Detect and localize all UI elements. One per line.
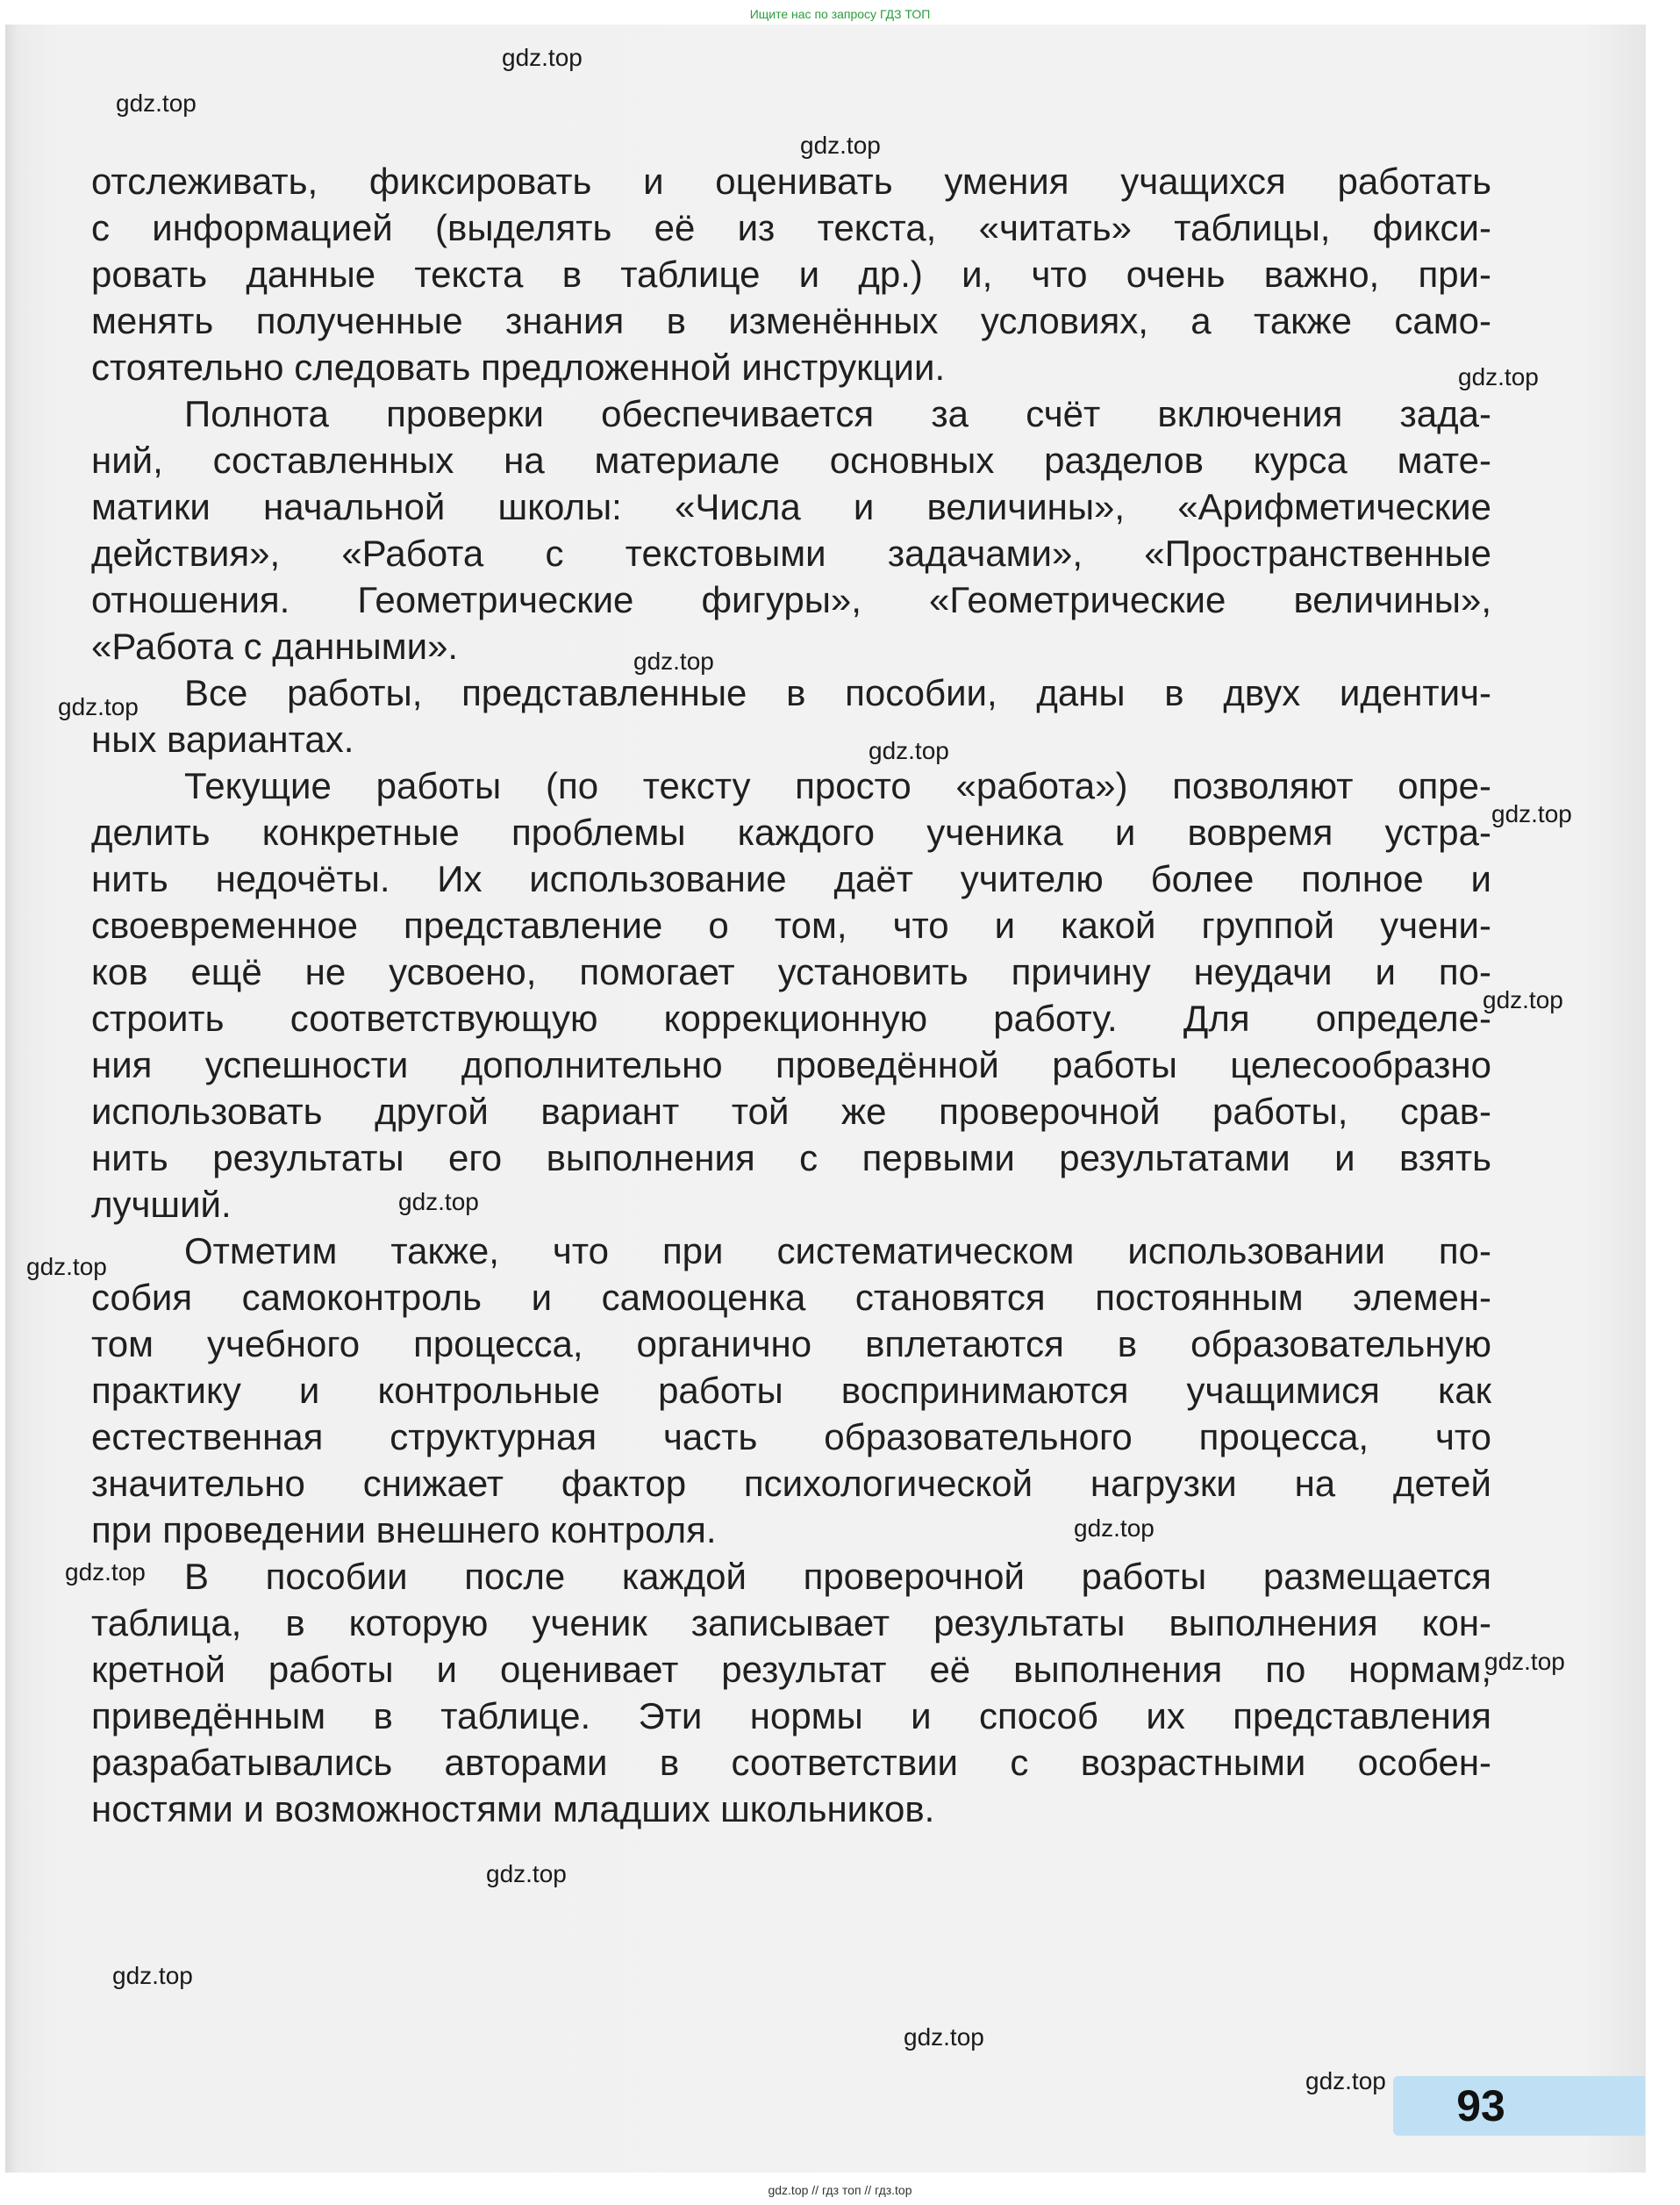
text-line: менять полученные знания в изменённых условиях, а также само-: [91, 300, 1491, 341]
text-line: «Работа с данными».: [91, 626, 459, 667]
text-line: разрабатывались авторами в соответствии с возрастными особен-: [91, 1742, 1491, 1783]
text-line: значительно снижает фактор психологической нагрузки на детей: [91, 1463, 1491, 1504]
watermark-text: gdz.top: [800, 132, 881, 159]
watermark-text: gdz.top: [904, 2023, 984, 2051]
text-line: делить конкретные проблемы каждого ученика и вовремя устра-: [91, 812, 1491, 853]
text-line: естественная структурная часть образовательного процесса, что: [91, 1416, 1491, 1457]
paragraph: [91, 1553, 1491, 1832]
text-line: таблица, в которую ученик записывает результаты выполнения кон-: [91, 1602, 1491, 1643]
paragraph: [91, 158, 1491, 390]
text-line: нить недочёты. Их использование даёт учителю более полное и: [91, 858, 1491, 899]
text-line: приведённым в таблице. Эти нормы и способ их представления: [91, 1695, 1491, 1736]
text-line: ровать данные текста в таблице и др.) и, что очень важно, при-: [91, 254, 1491, 295]
bottom-banner[interactable]: gdz.top // гдз топ // гдз.top: [768, 2183, 912, 2197]
watermark-text: gdz.top: [502, 44, 583, 71]
paragraph: [91, 669, 1491, 762]
text-line: использовать другой вариант той же проверочной работы, срав-: [91, 1091, 1491, 1132]
text-line: действия», «Работа с текстовыми задачами», «Пространственные: [91, 533, 1491, 574]
watermark-text: gdz.top: [116, 89, 197, 117]
top-banner[interactable]: Ищите нас по запросу ГДЗ ТОП: [749, 7, 931, 21]
watermark-text: gdz.top: [58, 693, 139, 720]
text-line: Текущие работы (по тексту просто «работа») позволяют опре-: [184, 765, 1491, 806]
watermark-text: gdz.top: [869, 737, 949, 764]
text-line: ных вариантах.: [91, 719, 354, 760]
text-line: ний, составленных на материале основных разделов курса мате-: [91, 440, 1491, 481]
watermark-text: gdz.top: [26, 1253, 107, 1280]
watermark-text: gdz.top: [633, 648, 714, 675]
text-line: Отметим также, что при систематическом использовании по-: [184, 1230, 1491, 1271]
text-line: собия самоконтроль и самооценка становятся постоянным элемен-: [91, 1277, 1491, 1318]
text-line: с информацией (выделять её из текста, «читать» таблицы, фикси-: [91, 207, 1491, 248]
watermark-text: gdz.top: [1484, 1648, 1565, 1675]
paragraph: [91, 390, 1491, 669]
text-line: Все работы, представленные в пособии, даны в двух идентич-: [184, 672, 1491, 713]
text-line: нить результаты его выполнения с первыми результатами и взять: [91, 1137, 1491, 1178]
watermark-text: gdz.top: [1491, 800, 1572, 827]
text-line: Полнота проверки обеспечивается за счёт включения зада-: [184, 393, 1491, 434]
text-line: отслеживать, фиксировать и оценивать умения учащихся работать: [91, 161, 1491, 202]
text-line: ностями и возможностями младших школьников.: [91, 1788, 935, 1829]
watermark-text: gdz.top: [1074, 1514, 1155, 1542]
text-line: отношения. Геометрические фигуры», «Геометрические величины»,: [91, 579, 1491, 620]
text-line: В пособии после каждой проверочной работы размещается: [184, 1556, 1491, 1597]
watermark-text: gdz.top: [65, 1558, 146, 1586]
text-line: ния успешности дополнительно проведённой работы целесообразно: [91, 1044, 1491, 1085]
text-line: строить соответствующую коррекционную работу. Для определе-: [91, 998, 1491, 1039]
text-line: матики начальной школы: «Числа и величины», «Арифметические: [91, 486, 1491, 527]
page-number: 93: [1456, 2081, 1505, 2130]
body-text: [91, 158, 1491, 1832]
text-line: своевременное представление о том, что и какой группой учени-: [91, 905, 1491, 946]
watermark-text: gdz.top: [1483, 986, 1563, 1013]
watermark-text: gdz.top: [1458, 363, 1539, 390]
text-line: ков ещё не усвоено, помогает установить причину неудачи и по-: [91, 951, 1491, 992]
text-line: кретной работы и оценивает результат её выполнения по нормам,: [91, 1649, 1491, 1690]
text-line: при проведении внешнего контроля.: [91, 1509, 717, 1550]
watermark-text: gdz.top: [398, 1188, 479, 1215]
paragraph: [91, 762, 1491, 1228]
watermark-text: gdz.top: [1305, 2067, 1386, 2094]
text-line: лучший.: [91, 1184, 232, 1225]
text-line: практику и контрольные работы воспринимаются учащимися как: [91, 1370, 1491, 1411]
text-line: том учебного процесса, органично вплетаются в образовательную: [91, 1323, 1491, 1364]
text-line: стоятельно следовать предложенной инструкции.: [91, 347, 946, 388]
watermark-text: gdz.top: [486, 1860, 567, 1887]
watermark-text: gdz.top: [112, 1962, 193, 1989]
paragraph: [91, 1228, 1491, 1553]
